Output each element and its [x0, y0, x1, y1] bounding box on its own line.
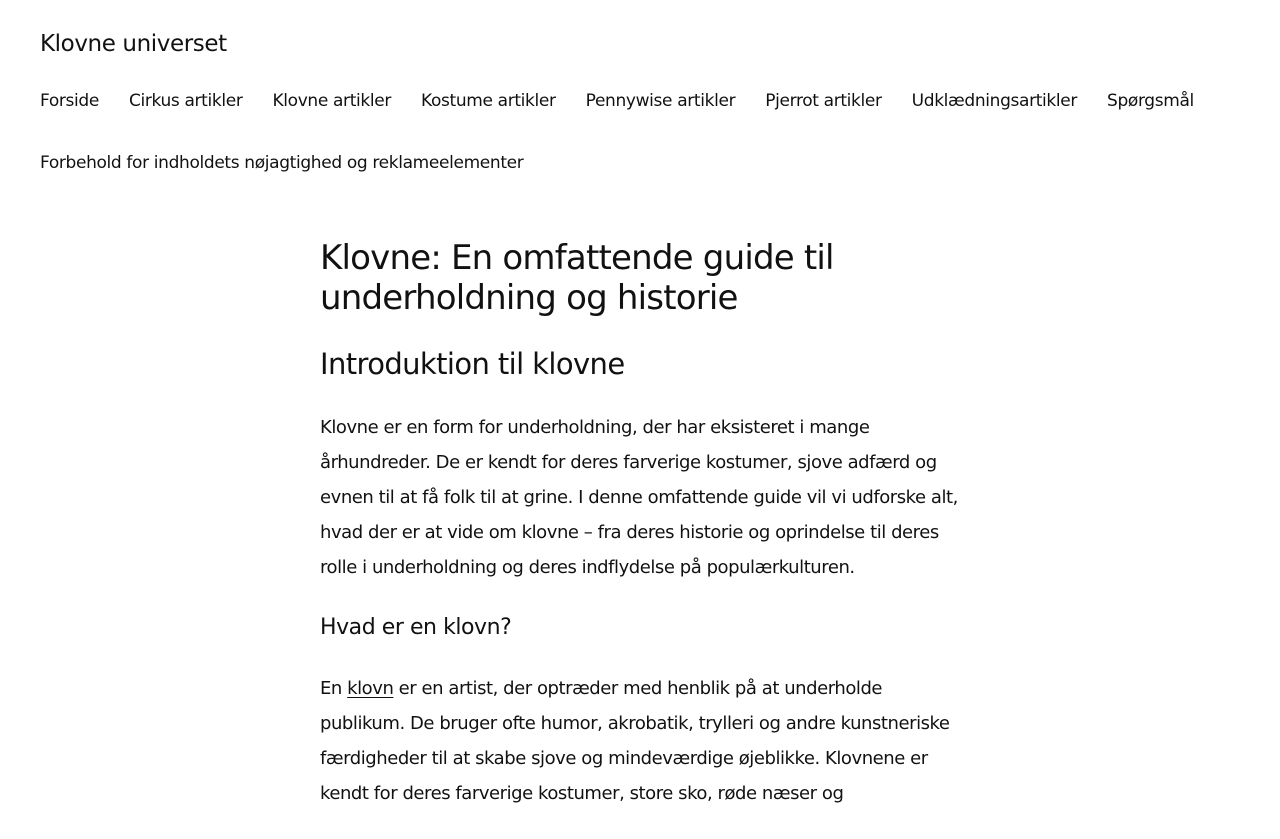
- nav-item-forbehold[interactable]: Forbehold for indholdets nøjagtighed og reklameelementer: [40, 153, 524, 173]
- nav-item-pennywise-artikler[interactable]: Pennywise artikler: [585, 91, 736, 111]
- intro-heading: Introduktion til klovne: [320, 347, 625, 381]
- paragraph-suffix: er en artist, der optræder med henblik på at underholde publikum. De bruger ofte humor, akrobatik, trylleri og andre kunstneriske færdigheder til at skabe sjove og mindeværdige øjeblikke. Klovnene er kendt for deres farverige kostumer, store sko, røde næser og: [320, 678, 950, 804]
- what-is-clown-paragraph: [320, 671, 960, 811]
- intro-paragraph: Klovne er en form for underholdning, der har eksisteret i mange århundreder. De er kendt for deres farverige kostumer, sjove adfærd og evnen til at få folk til at grine. I denne omfattende guide vil vi udforske alt, hvad der er at vide om klovne – fra deres historie og oprindelse til deres rolle i underholdning og deres indflydelse på populærkulturen.: [320, 417, 958, 578]
- nav-item-klovne-artikler[interactable]: Klovne artikler: [272, 91, 392, 111]
- nav-item-spoergsmaal[interactable]: Spørgsmål: [1107, 91, 1194, 111]
- nav-item-kostume-artikler[interactable]: Kostume artikler: [421, 91, 556, 111]
- article-content: [320, 238, 960, 839]
- nav-item-cirkus-artikler[interactable]: Cirkus artikler: [128, 91, 243, 111]
- main-navigation: [40, 88, 1240, 176]
- page-title: Klovne: En omfattende guide til underholdning og historie: [320, 238, 834, 318]
- klovn-link[interactable]: klovn: [347, 678, 394, 699]
- site-title-link[interactable]: Klovne universet: [40, 31, 227, 57]
- paragraph-prefix: En: [320, 678, 348, 699]
- site-header: [0, 0, 1280, 200]
- nav-item-forside[interactable]: Forside: [40, 91, 99, 111]
- nav-item-udklaedningsartikler[interactable]: Udklædningsartikler: [911, 91, 1078, 111]
- nav-item-pjerrot-artikler[interactable]: Pjerrot artikler: [765, 91, 882, 111]
- what-is-clown-heading: Hvad er en klovn?: [320, 615, 512, 640]
